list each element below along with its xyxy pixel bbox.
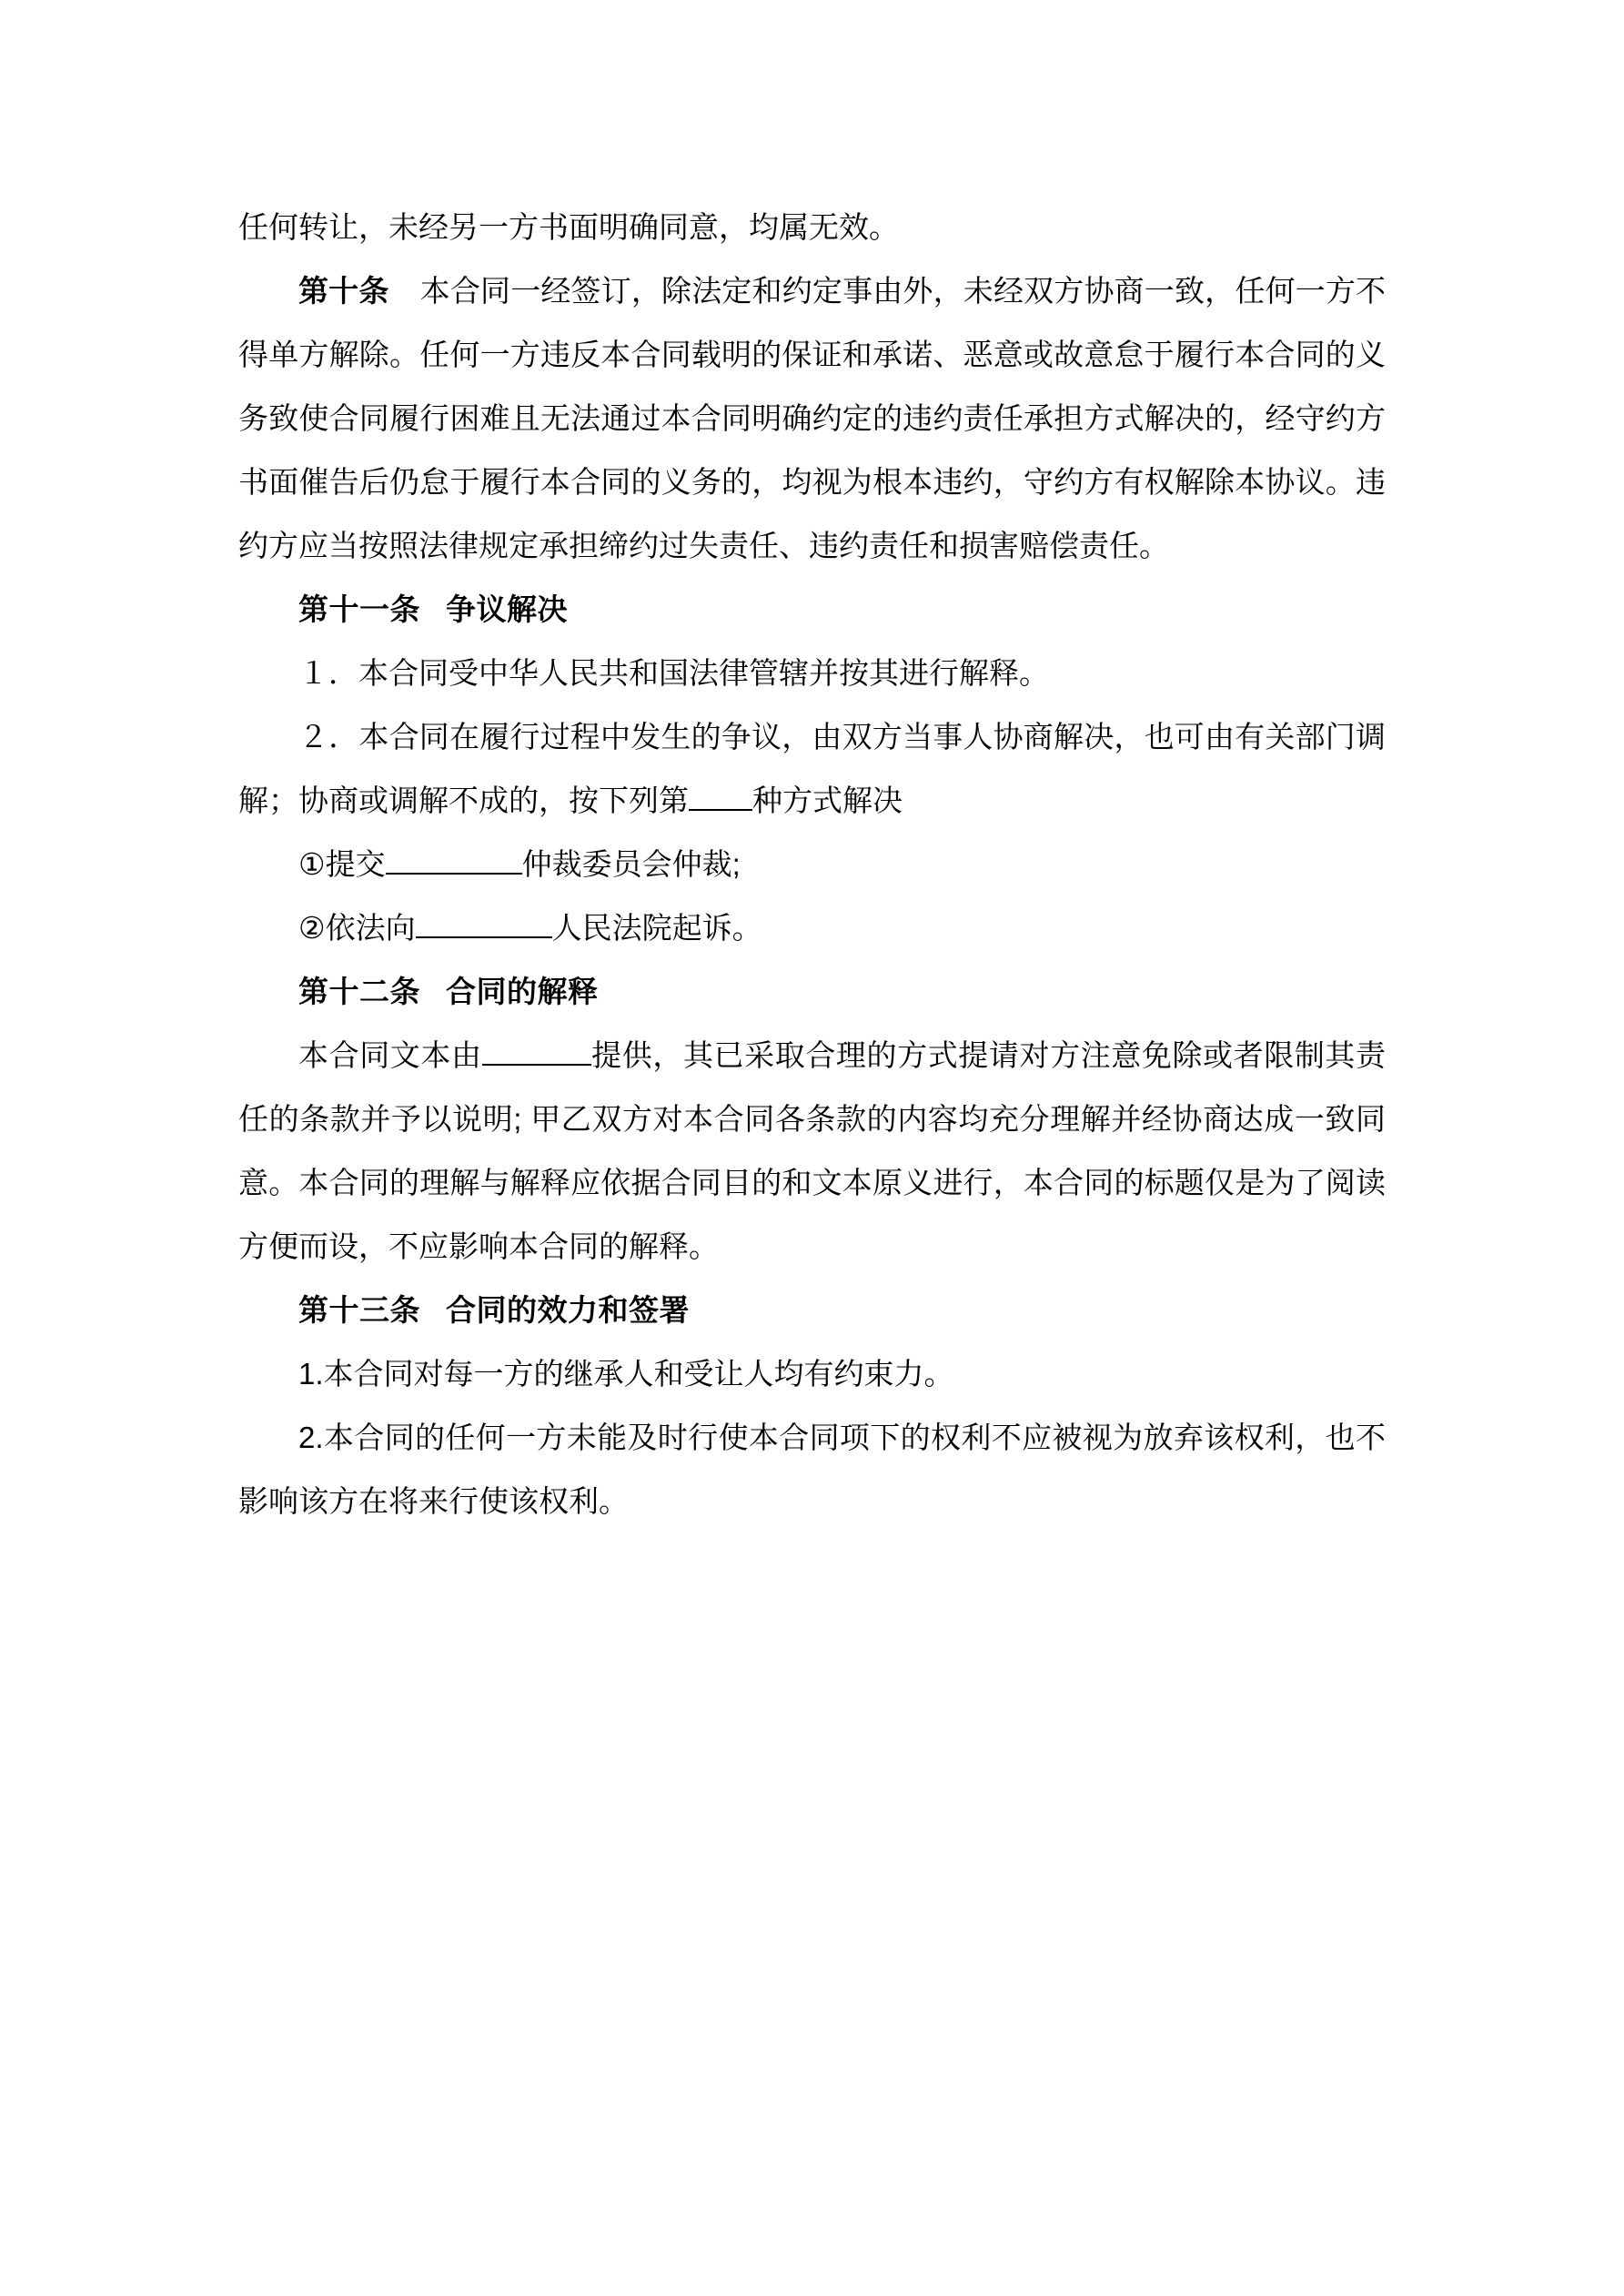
article-13-item-2 — [238, 1406, 1386, 1533]
item-text: 1.本合同对每一方的继承人和受让人均有约束力。 — [298, 1357, 954, 1391]
option-text-before: ①提交 — [298, 847, 386, 881]
paragraph-continued — [238, 196, 1386, 259]
article-11-option-1 — [238, 833, 1386, 896]
fill-in-blank[interactable] — [416, 936, 552, 938]
body-text-before: 本合同文本由 — [298, 1038, 482, 1072]
fill-in-blank[interactable] — [386, 873, 522, 875]
article-11-item-2 — [238, 705, 1386, 833]
article-11-heading — [238, 578, 1386, 642]
article-11-title: 争议解决 — [446, 592, 568, 626]
body-text-after: 提供，其已采取合理的方式提请对方注意免除或者限制其责任的条款并予以说明; 甲乙双方对本合同各条款的内容均充分理解并经协商达成一致同意。本合同的理解与解释应依据合同目的和文本原义进行，本合同的标题仅是为了阅读方便而设，不应影响本合同的解释。 — [238, 1038, 1386, 1263]
fill-in-blank[interactable] — [482, 1064, 591, 1066]
article-12-title: 合同的解释 — [446, 975, 599, 1008]
article-13-number: 第十三条 — [298, 1293, 420, 1327]
article-11-option-2 — [238, 896, 1386, 960]
article-13-item-1 — [238, 1342, 1386, 1406]
article-10-lead: 第十条 — [298, 274, 389, 308]
article-12-heading — [238, 960, 1386, 1024]
article-10-text: 本合同一经签订，除法定和约定事由外，未经双方协商一致，任何一方不得单方解除。任何一方违反本合同载明的保证和承诺、恶意或故意怠于履行本合同的义务致使合同履行困难且无法通过本合同明确约定的违约责任承担方式解决的，经守约方书面催告后仍怠于履行本合同的义务的，均视为根本违约，守约方有权解除本协议。违约方应当按照法律规定承担缔约过失责任、违约责任和损害赔偿责任。 — [238, 274, 1387, 562]
item-text-after: 种方式解决 — [752, 784, 903, 817]
item-text: 2.本合同的任何一方未能及时行使本合同项下的权利不应被视为放弃该权利，也不影响该方在将来行使该权利。 — [238, 1421, 1386, 1518]
article-12-number: 第十二条 — [298, 975, 420, 1008]
article-11-number: 第十一条 — [298, 592, 420, 626]
article-13-title: 合同的效力和签署 — [446, 1293, 690, 1327]
article-11-item-1 — [238, 642, 1386, 705]
article-12-body — [238, 1024, 1386, 1279]
option-text-before: ②依法向 — [298, 911, 416, 945]
article-13-heading — [238, 1279, 1386, 1342]
option-text-after: 仲裁委员会仲裁; — [521, 847, 741, 881]
paragraph-text: 任何转让，未经另一方书面明确同意，均属无效。 — [238, 210, 899, 244]
fill-in-blank[interactable] — [689, 809, 752, 811]
item-text: １．本合同受中华人民共和国法律管辖并按其进行解释。 — [298, 656, 1049, 690]
option-text-after: 人民法院起诉。 — [551, 911, 762, 945]
item-text-before: ２．本合同在履行过程中发生的争议，由双方当事人协商解决，也可由有关部门调解；协商或调解不成的，按下列第 — [238, 720, 1386, 817]
article-10-paragraph — [238, 259, 1386, 578]
